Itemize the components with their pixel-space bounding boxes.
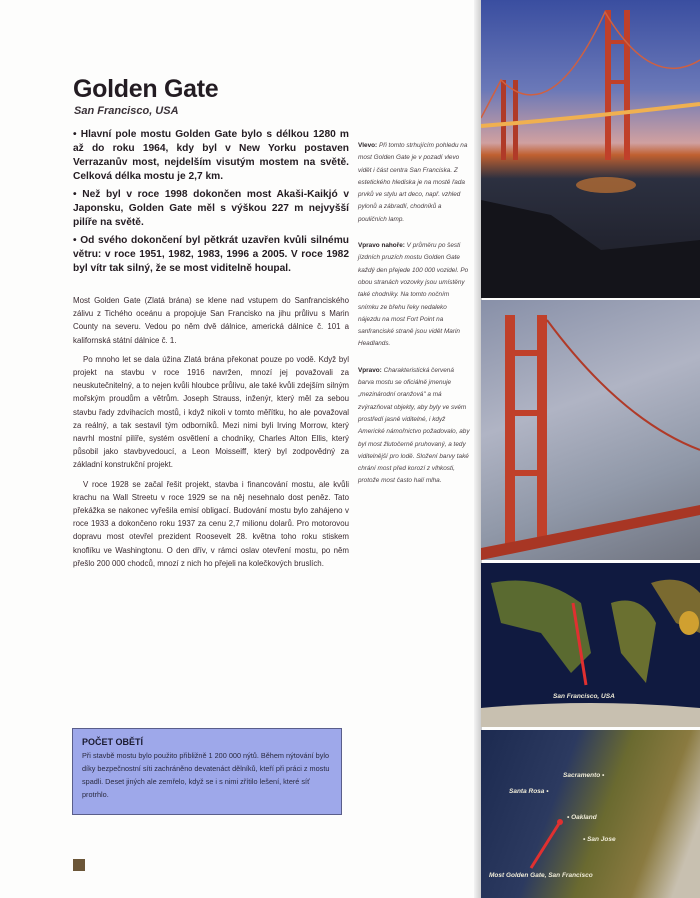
caption-label: Vlevo: [358, 142, 378, 149]
caption-label: Vpravo nahoře: [358, 242, 405, 250]
body-paragraph: Most Golden Gate (Zlatá brána) se klene nad vstupem do Sanfranciského zálivu z Tichého oceánu a propojuje San Francisko na jihu průlivu s Marin County na severu. Vedou po něm dvě dálnice, americká dálnice č. 101 a kalifornská státní dálnice č. 1. [73, 296, 349, 345]
caption [358, 140, 470, 226]
map-label-san-francisco: San Francisco, USA [553, 693, 615, 700]
caption-text: Charakteristická červená barva mostu se oficiálně jmenuje „mezinárodní oranžová" a má zvýrazňovat objekty, aby byly ve svém prostředí jasně viditelné, i když Americké námořnictvo požadovalo, aby byl most žlutočerně pruhovaný, a tedy viditelnější pro lodě. Složení barvy také chrání most před korozí z vlhkosti, protože most často halí mlha. [358, 366, 470, 485]
page-number-marker [73, 859, 85, 871]
bridge-night-illustration [481, 0, 700, 298]
map-bay-area [481, 730, 700, 898]
infobox-casualties [72, 728, 342, 815]
infobox-text: Při stavbě mostu bylo použito přibližně 1 200 000 nýtů. Během nýtování bylo díky bezpečnostní síti zachráněno devatenáct dělníků, kteří při práci z mostu spadli. Deset jiných ale zemřelo, když se i s nimi zřítilo lešení, které síť protrhlo. [82, 751, 330, 799]
page-subtitle: San Francisco, USA [74, 105, 179, 117]
caption-label: Vpravo: [358, 366, 382, 374]
body-paragraph: V roce 1928 se začal řešit projekt, stavba i financování mostu, ale kvůli krachu na Wall Streetu v roce 1929 se na něj nesehnalo dost peněz. Tato překážka se nakonec vyřešila emisí obligací. Budování mostu bylo zahájeno v roce 1933 a dokončeno roku 1937 za cenu 2,7 milionu dolarů. Pro motorovou dopravu most otevřel prezident Roosevelt 28. května toho roku stiskem knoflíku ve Washingtonu. O den dřív, v rámci oslav otevření mostu, po něm přešlo 200 000 chodců, mnozí z nich ho přejeli na kolečkových bruslích. [73, 479, 349, 568]
map-label-oakland: • Oakland [567, 814, 597, 821]
fact-bullets [73, 128, 349, 276]
photo-bridge-night [481, 0, 700, 298]
main-column [73, 74, 349, 576]
map-label-golden-gate: Most Golden Gate, San Francisco [489, 872, 593, 879]
bullet-item: • Než byl v roce 1998 dokončen most Akaši-Kaikjó v Japonsku, Golden Gate měl s výškou 227 m nejvyšší pilíře na světě. [73, 189, 349, 228]
photo-captions [358, 140, 470, 502]
page-title: Golden Gate [73, 75, 219, 103]
body-paragraph: Po mnoho let se dala úžina Zlatá brána překonat pouze po vodě. Když byl projekt na stavbu v roce 1916 navržen, mnozí jej považovali za neuskutečnitelný, a to nejen kvůli hloubce průlivu, ale také kvůli zdejším silným mořským proudům a větrům. Joseph Strauss, inženýr, který měl za sebou stavbu řady zdvihacích mostů, i když nikoli v tomto měřítku, ho ale považoval za reálný, a tak sestavil tým odborníků. Mezi nimi byli Irving Morrow, který navrhl mostní pilíře, systém osvětlení a chodníky, Charles Alton Ellis, který působil jako stavbyvedoucí, a Leon Moisseiff, který byl zodpovědný za základní konstrukční projekt. [73, 354, 349, 470]
photo-bridge-fog [481, 300, 700, 560]
caption-text: V průměru po šesti jízdních pruzích mostu Golden Gate každý den přejede 100 000 vozidel. Po obou stranách vozovky jsou umístěny také chodníky. Na tomto nočním snímku ze břehu řeky nedaleko nájezdu na most Fort Point na sanfranciské straně jsou vidět Marin Headlands. [358, 242, 469, 348]
bridge-fog-illustration [481, 300, 700, 560]
caption-text: Při tomto strhujícím pohledu na most Golden Gate je v pozadí vlevo vidět i část centra San Franciska. Z estetického hlediska je na mostě řada prvků ve stylu art deco, např. vzhled pylonů a zábradlí, chodníků a pouličních lamp. [358, 142, 468, 223]
caption [358, 365, 470, 488]
caption [358, 240, 470, 351]
infobox-title: POČET OBĚTÍ [82, 737, 144, 747]
bullet-item: • Hlavní pole mostu Golden Gate bylo s délkou 1280 m až do roku 1964, kdy byl v New Yorku postaven Verrazanův most, nejdelším visutým mostem na světě. Celková délka mostu je 2,7 km. [73, 129, 349, 182]
bullet-item: • Od svého dokončení byl pětkrát uzavřen kvůli silnému větru: v roce 1951, 1982, 1983, 1996 a 2005. V roce 1982 byl vítr tak silný, že se most viditelně houpal. [73, 235, 349, 274]
article-body [73, 294, 349, 570]
map-world [481, 563, 700, 727]
map-label-san-jose: • San Jose [583, 836, 616, 843]
world-map-illustration [481, 563, 700, 727]
map-label-sacramento: Sacramento • [563, 772, 605, 779]
map-label-santa-rosa: Santa Rosa • [509, 788, 549, 795]
